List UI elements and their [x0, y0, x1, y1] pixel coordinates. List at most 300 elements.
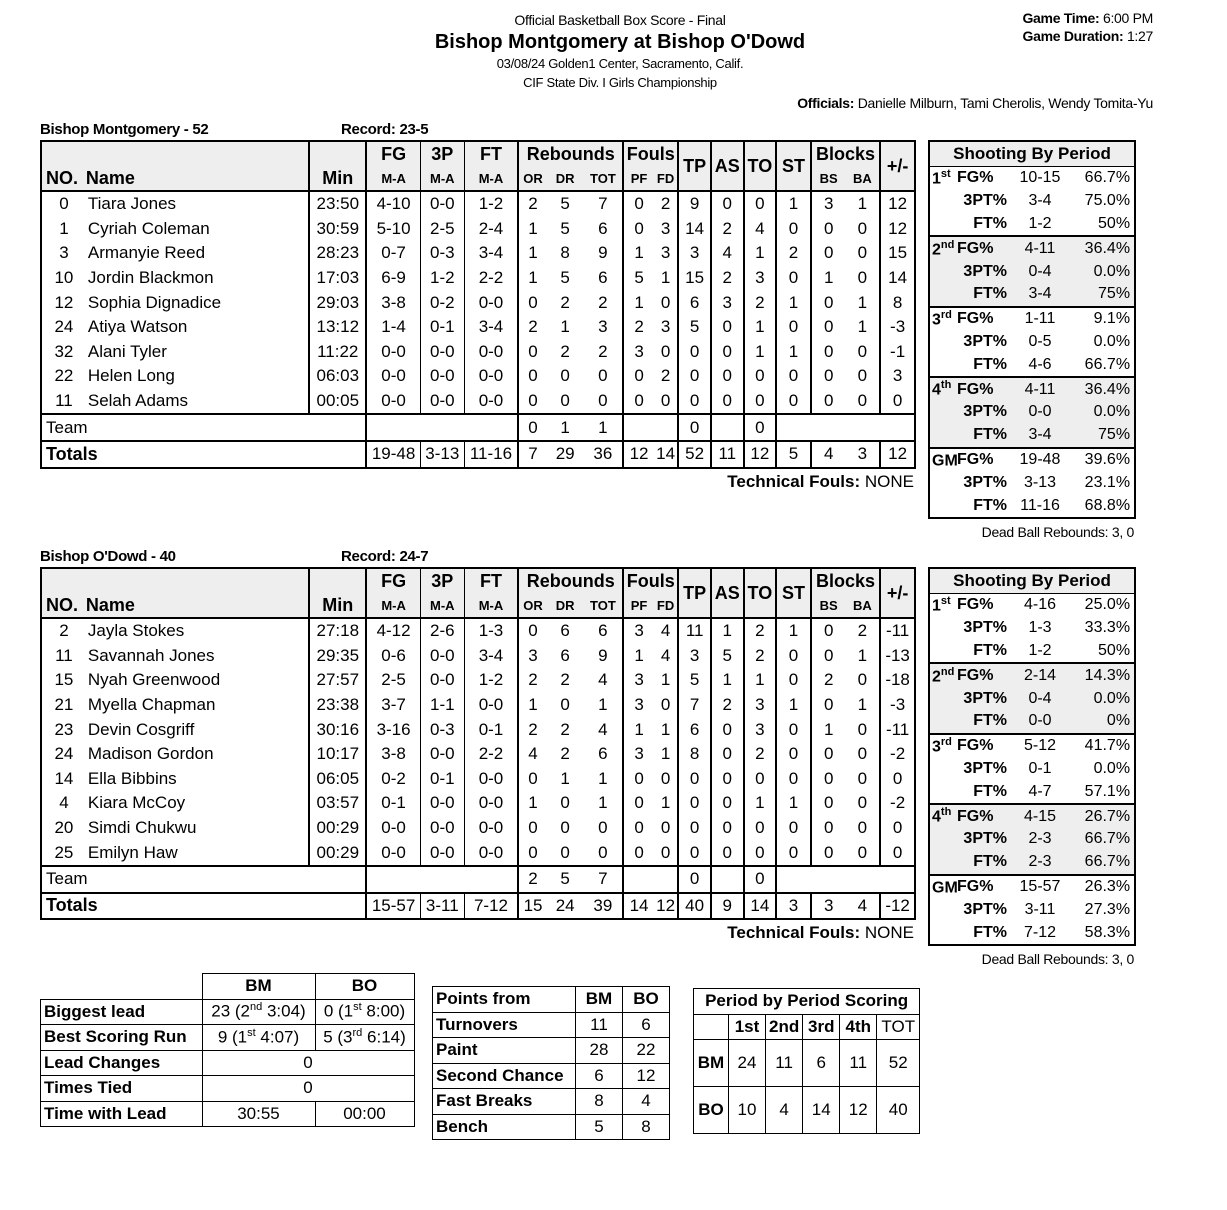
shooting-row	[929, 804, 1135, 828]
shooting-pct: 9.1%	[1071, 307, 1135, 331]
player-name: Nyah Greenwood	[87, 670, 221, 690]
player-stat: 1	[811, 266, 846, 291]
player-stat: 5	[678, 668, 711, 693]
player-name: Tiara Jones	[86, 191, 309, 217]
player-stat: 0	[518, 767, 547, 792]
period-suffix: th	[940, 806, 952, 819]
player-row	[41, 266, 915, 291]
player-stat: 06:03	[309, 364, 366, 389]
player-number: 11	[55, 391, 73, 411]
times-tied-label: Times Tied	[41, 1076, 203, 1102]
player-stat: -18	[880, 668, 915, 693]
shooting-ma: 0-4	[1009, 260, 1071, 283]
shooting-ma: 4-6	[1028, 355, 1052, 373]
shooting-pct: 41.7%	[1071, 734, 1135, 758]
player-name: Atiya Watson	[87, 317, 188, 337]
player-stat: 1	[811, 717, 846, 742]
period-suffix: st	[940, 595, 951, 608]
team-section-home	[40, 121, 1134, 540]
col-fd: FD	[654, 166, 678, 191]
player-stat: 0	[711, 389, 744, 415]
player-stat: 0	[811, 389, 846, 415]
points-from-box	[432, 986, 670, 1140]
best-run-bo-sup: rd	[352, 1026, 363, 1039]
col-bm: BM	[202, 974, 315, 1000]
period-suffix: rd	[940, 736, 952, 749]
shooting-row	[929, 640, 1135, 664]
period-score: 24	[729, 1040, 766, 1087]
player-stat: 10:17	[309, 742, 366, 767]
shooting-ma: 2-3	[1009, 828, 1071, 851]
player-stat: 11	[678, 618, 711, 644]
player-stat: 0	[811, 644, 846, 669]
player-stat: 0	[711, 340, 744, 365]
player-stat: 29:03	[309, 290, 366, 315]
totals-stat: 12	[880, 441, 915, 468]
shooting-pct: 27.3%	[1084, 900, 1131, 918]
col-fouls: Fouls	[623, 568, 678, 593]
shooting-pct: 36.4%	[1071, 377, 1135, 401]
shooting-ma: 0-4	[1009, 687, 1071, 710]
col-3p-ma: M-A	[420, 166, 464, 191]
shooting-stat-label: FT%	[973, 214, 1007, 232]
col-bs: BS	[811, 166, 846, 191]
player-stat: 2-2	[464, 742, 518, 767]
player-stat: 2	[560, 744, 570, 764]
player-stat: 3-7	[366, 693, 420, 718]
player-stat: 0-0	[464, 840, 518, 866]
player-name: Savannah Jones	[87, 645, 215, 665]
period-suffix: rd	[940, 309, 952, 322]
totals-row	[41, 893, 915, 920]
player-stat: 0	[518, 340, 547, 365]
team-to: 0	[744, 414, 777, 441]
player-stat: 3	[623, 693, 654, 718]
player-stat: 0	[811, 290, 846, 315]
player-name: Emilyn Haw	[87, 842, 178, 862]
game-stats-box	[40, 973, 415, 1127]
player-stat: 0	[776, 217, 811, 242]
shooting-pct: 0%	[1071, 710, 1135, 734]
player-stat: 0-0	[420, 668, 464, 693]
player-stat: 0	[598, 366, 608, 386]
player-stat: 2	[660, 366, 671, 386]
team-title: Bishop Montgomery - 52	[40, 121, 209, 138]
player-stat: -2	[880, 791, 915, 816]
period-score: 6	[803, 1040, 840, 1087]
player-stat: 3-4	[464, 644, 518, 669]
player-stat: 0-0	[464, 816, 518, 841]
player-stat: 1	[744, 791, 777, 816]
shooting-row	[929, 617, 1135, 640]
player-stat: 0	[518, 618, 547, 644]
period-scoring-row	[694, 1040, 920, 1087]
col-or: OR	[518, 593, 547, 618]
player-stat: 0	[623, 767, 654, 792]
game-stats-header	[41, 974, 415, 1000]
time-with-lead-bo: 00:00	[315, 1101, 414, 1127]
player-stat: 3-16	[366, 717, 420, 742]
shooting-header	[929, 568, 1135, 594]
shooting-ma: 2-3	[1009, 851, 1071, 875]
col-ft: FT	[464, 141, 518, 166]
player-row	[41, 791, 915, 816]
col-fg: FG	[366, 568, 420, 593]
player-stat: 1	[518, 217, 547, 242]
shooting-stat-label: 3PT%	[957, 401, 1009, 424]
player-stat: 3	[744, 717, 777, 742]
player-stat: 1	[744, 315, 777, 340]
player-stat: 13:12	[309, 315, 366, 340]
technical-fouls	[40, 472, 914, 492]
shooting-row	[929, 236, 1135, 260]
shooting-stat-label: 3PT%	[963, 332, 1007, 350]
col-name: Name	[86, 166, 309, 191]
player-name: Ella Bibbins	[87, 768, 177, 788]
totals-stat: 14	[744, 893, 777, 920]
player-stat: 0	[857, 341, 868, 361]
shooting-ma: 5-12	[1009, 734, 1071, 758]
points-from-label: Paint	[433, 1038, 576, 1064]
shooting-period	[929, 875, 957, 899]
player-stat: 8	[880, 290, 915, 315]
player-stat: 3	[623, 340, 654, 365]
player-stat: 1	[744, 668, 777, 693]
player-stat: 0	[857, 818, 868, 838]
player-stat: 6	[598, 268, 608, 288]
player-stat: 2-5	[366, 668, 420, 693]
shooting-ma: 11-16	[1020, 496, 1060, 514]
player-stat: 2	[846, 618, 881, 644]
shooting-pct: 0.0%	[1071, 401, 1135, 424]
shooting-by-period	[928, 567, 1136, 967]
shooting-row	[929, 307, 1135, 331]
biggest-lead-row	[41, 999, 415, 1025]
player-stat: 2	[560, 292, 570, 312]
player-stat: 8	[678, 742, 711, 767]
col-3p-ma: M-A	[420, 593, 464, 618]
biggest-lead-bm-a: 23 (2	[211, 1002, 250, 1022]
player-stat: 2-2	[464, 266, 518, 291]
shooting-row	[929, 260, 1135, 283]
player-stat: 1	[776, 618, 811, 644]
shooting-ma: 10-15	[1019, 169, 1061, 187]
player-stat: 0-0	[366, 816, 420, 841]
team-title: Bishop O'Dowd - 40	[40, 548, 176, 565]
player-stat: 0	[857, 793, 868, 813]
player-row	[41, 840, 915, 866]
officials-value: Danielle Milburn, Tami Cherolis, Wendy Tomita-Yu	[857, 95, 1153, 111]
biggest-lead-bm	[202, 999, 315, 1025]
player-stat: 0-3	[420, 717, 464, 742]
player-stat: 0	[518, 816, 547, 841]
player-stat: 5-10	[366, 217, 420, 242]
shooting-period	[929, 448, 957, 472]
player-stat: 0	[598, 391, 608, 411]
box-score-table	[40, 140, 916, 469]
player-stat: 30:16	[309, 717, 366, 742]
col-blocks: Blocks	[811, 568, 880, 593]
period-number: 4	[932, 808, 941, 826]
player-stat: 3	[623, 742, 654, 767]
player-stat: 0	[623, 191, 654, 217]
player-stat: 0	[776, 668, 811, 693]
col-as: AS	[711, 568, 744, 618]
points-from-label: Fast Breaks	[433, 1089, 576, 1115]
totals-stat: 15-57	[366, 893, 420, 920]
col-rebounds: Rebounds	[518, 568, 623, 593]
player-stat: 2	[744, 290, 777, 315]
player-stat: 6	[598, 744, 608, 764]
player-row	[41, 668, 915, 693]
shooting-ma: 0-0	[1009, 401, 1071, 424]
shooting-ma: 4-15	[1009, 804, 1071, 828]
player-stat: 1	[518, 266, 547, 291]
box-header-row	[41, 568, 915, 593]
player-stat: 2	[598, 341, 608, 361]
player-name: Jordin Blackmon	[87, 268, 214, 288]
player-stat: 6	[678, 717, 711, 742]
period-col: 1st	[729, 1014, 766, 1040]
period-team: BO	[694, 1087, 729, 1134]
player-stat: 6	[547, 618, 584, 644]
player-name: Selah Adams	[87, 391, 189, 411]
player-stat: 3	[744, 266, 777, 291]
shooting-period	[929, 734, 957, 758]
points-from-bo: 4	[623, 1089, 670, 1115]
player-stat: 1	[518, 241, 547, 266]
totals-stat: 3-11	[420, 893, 464, 920]
team-tot: 1	[584, 414, 624, 441]
shooting-table	[928, 567, 1136, 946]
totals-stat: 11-16	[464, 441, 518, 468]
player-stat: 1	[857, 317, 868, 337]
player-stat: 30:59	[309, 217, 366, 242]
shooting-pct: 75%	[1071, 283, 1135, 307]
player-stat: 0	[560, 818, 570, 838]
player-name: Armanyie Reed	[87, 243, 206, 263]
totals-label: Totals	[41, 893, 366, 920]
player-stat: 00:05	[309, 389, 366, 415]
player-number: 32	[54, 341, 74, 361]
shooting-pct: 57.1%	[1084, 782, 1131, 800]
player-stat: 3	[678, 644, 711, 669]
player-stat: 4	[598, 719, 608, 739]
dead-ball-rebounds: Dead Ball Rebounds: 3, 0	[981, 950, 1134, 967]
player-stat: 0	[744, 840, 777, 866]
page-title: Bishop Montgomery at Bishop O'Dowd	[434, 31, 806, 53]
shooting-ma: 4-11	[1009, 377, 1071, 401]
shooting-stat-label: FG%	[957, 875, 1009, 899]
player-stat: 28:23	[309, 241, 366, 266]
shooting-pct: 75%	[1071, 424, 1135, 448]
col-st: ST	[776, 141, 811, 191]
shooting-pct: 66.7%	[1071, 851, 1135, 875]
shooting-stat-label: FT%	[973, 782, 1007, 800]
points-col-bm: BM	[576, 987, 623, 1013]
player-name: Jayla Stokes	[86, 618, 309, 644]
player-stat: 0	[660, 818, 671, 838]
player-stat: 1	[776, 693, 811, 718]
team-tp: 0	[678, 414, 711, 441]
player-stat: 0-0	[366, 389, 420, 415]
player-stat: 15	[678, 266, 711, 291]
col-no: NO.	[41, 593, 86, 618]
player-stat: 4	[660, 645, 671, 665]
shooting-row	[929, 780, 1135, 804]
player-stat: 2	[811, 668, 846, 693]
period-number: GM	[932, 879, 958, 897]
shooting-ma: 0-1	[1028, 759, 1052, 777]
player-stat: -3	[880, 693, 915, 718]
points-from-bo: 12	[623, 1063, 670, 1089]
player-stat: 14	[678, 217, 711, 242]
shooting-ma: 1-2	[1028, 641, 1052, 659]
player-stat: 0	[880, 816, 915, 841]
period-scoring-header	[694, 1014, 920, 1040]
player-stat: 0	[711, 191, 744, 217]
shooting-stat-label: 3PT%	[963, 192, 1007, 210]
col-3p: 3P	[420, 568, 464, 593]
shooting-pct: 66.7%	[1084, 355, 1131, 373]
player-stat: -11	[880, 618, 915, 644]
player-stat: 0	[880, 767, 915, 792]
player-number: 1	[59, 218, 69, 238]
points-col-bo: BO	[623, 987, 670, 1013]
totals-stat: 7-12	[464, 893, 518, 920]
points-from-bo: 22	[623, 1038, 670, 1064]
player-stat: 3-4	[464, 315, 518, 340]
col-as: AS	[711, 141, 744, 191]
player-stat: 3-8	[366, 290, 420, 315]
player-stat: 0-0	[420, 791, 464, 816]
player-stat: 23:50	[309, 191, 366, 217]
col-to: TO	[744, 568, 777, 618]
shooting-row	[929, 594, 1135, 617]
player-stat: 2	[744, 644, 777, 669]
shooting-ma: 4-11	[1009, 236, 1071, 260]
player-stat: 0-0	[464, 340, 518, 365]
shooting-ma: 7-12	[1023, 923, 1057, 941]
player-stat: 0-0	[464, 693, 518, 718]
player-stat: 12	[880, 217, 915, 242]
game-time-label: Game Time:	[1022, 10, 1100, 26]
totals-stat: 3	[776, 893, 811, 920]
team-row	[41, 866, 915, 893]
player-name: Sophia Dignadice	[87, 292, 222, 312]
shooting-ma: 19-48	[1009, 448, 1071, 472]
totals-stat: 12	[623, 441, 654, 468]
player-stat: 17:03	[309, 266, 366, 291]
totals-stat: 14	[623, 893, 654, 920]
player-stat: 5	[560, 218, 570, 238]
player-stat: 3	[811, 191, 846, 217]
period-number: 4	[932, 381, 941, 399]
period-scoring-row	[694, 1087, 920, 1134]
shooting-row	[929, 898, 1135, 921]
shooting-row	[929, 377, 1135, 401]
period-score: 11	[766, 1040, 803, 1087]
totals-stat: 7	[518, 441, 547, 468]
player-row	[41, 191, 915, 217]
col-fouls: Fouls	[623, 141, 678, 166]
player-stat: 1-2	[464, 191, 518, 217]
points-from-bo: 8	[623, 1114, 670, 1140]
team-label: Team	[41, 866, 366, 893]
shooting-stat-label: FG%	[957, 734, 1009, 758]
shooting-ma: 0-5	[1028, 332, 1052, 350]
period-col: 2nd	[766, 1014, 803, 1040]
points-from-label: Second Chance	[433, 1063, 576, 1089]
shooting-stat-label: FG%	[957, 307, 1009, 331]
player-stat: 0	[811, 340, 846, 365]
player-stat: 3	[623, 668, 654, 693]
player-stat: 27:57	[309, 668, 366, 693]
date-venue: 03/08/24 Golden1 Center, Sacramento, Calif.	[496, 56, 744, 71]
player-stat: 1	[560, 317, 570, 337]
shooting-pct: 66.7%	[1071, 828, 1135, 851]
points-from-row	[433, 1012, 670, 1038]
shooting-pct: 58.3%	[1084, 923, 1131, 941]
player-stat: 1	[598, 695, 608, 715]
player-stat: 2	[518, 668, 547, 693]
shooting-stat-label: 3PT%	[957, 687, 1009, 710]
box-score-table	[40, 567, 916, 920]
points-from-row	[433, 1114, 670, 1140]
player-stat: 1	[776, 791, 811, 816]
player-stat: 0	[744, 767, 777, 792]
player-row	[41, 340, 915, 365]
player-stat: 0	[857, 366, 868, 386]
biggest-lead-bm-b: 3:04)	[262, 1002, 306, 1022]
player-stat: 0	[598, 818, 608, 838]
player-stat: 0	[857, 670, 868, 690]
player-row	[41, 693, 915, 718]
shooting-stat-label: 3PT%	[963, 473, 1007, 491]
player-stat: 2-5	[420, 217, 464, 242]
col-tp: TP	[678, 141, 711, 191]
player-stat: 0-1	[420, 767, 464, 792]
shooting-ma: 3-4	[1009, 424, 1071, 448]
player-stat: 0	[678, 840, 711, 866]
shooting-by-period	[928, 140, 1136, 540]
player-stat: 0	[776, 717, 811, 742]
col-st: ST	[776, 568, 811, 618]
period-number: GM	[932, 452, 958, 470]
player-name: Myella Chapman	[87, 695, 216, 715]
player-stat: 4-12	[366, 618, 420, 644]
player-stat: 1	[776, 191, 811, 217]
player-stat: 0	[711, 791, 744, 816]
player-stat: 0	[678, 816, 711, 841]
shooting-stat-label: FG%	[957, 663, 1009, 687]
player-stat: 0-1	[464, 717, 518, 742]
player-stat: 2	[711, 217, 744, 242]
player-stat: 0	[811, 742, 846, 767]
player-stat: 0	[560, 695, 570, 715]
player-number: 24	[54, 744, 74, 764]
event-name: CIF State Div. I Girls Championship	[523, 75, 717, 90]
points-from-label: Turnovers	[433, 1012, 576, 1038]
shooting-stat-label: FT%	[957, 851, 1009, 875]
officials	[653, 95, 1153, 111]
player-name: Simdi Chukwu	[87, 818, 197, 838]
player-stat: 0	[660, 341, 671, 361]
player-stat: 0	[811, 241, 846, 266]
shooting-row	[929, 448, 1135, 472]
points-from-bm: 6	[576, 1063, 623, 1089]
best-run-bo-a: 5 (3	[323, 1027, 353, 1047]
